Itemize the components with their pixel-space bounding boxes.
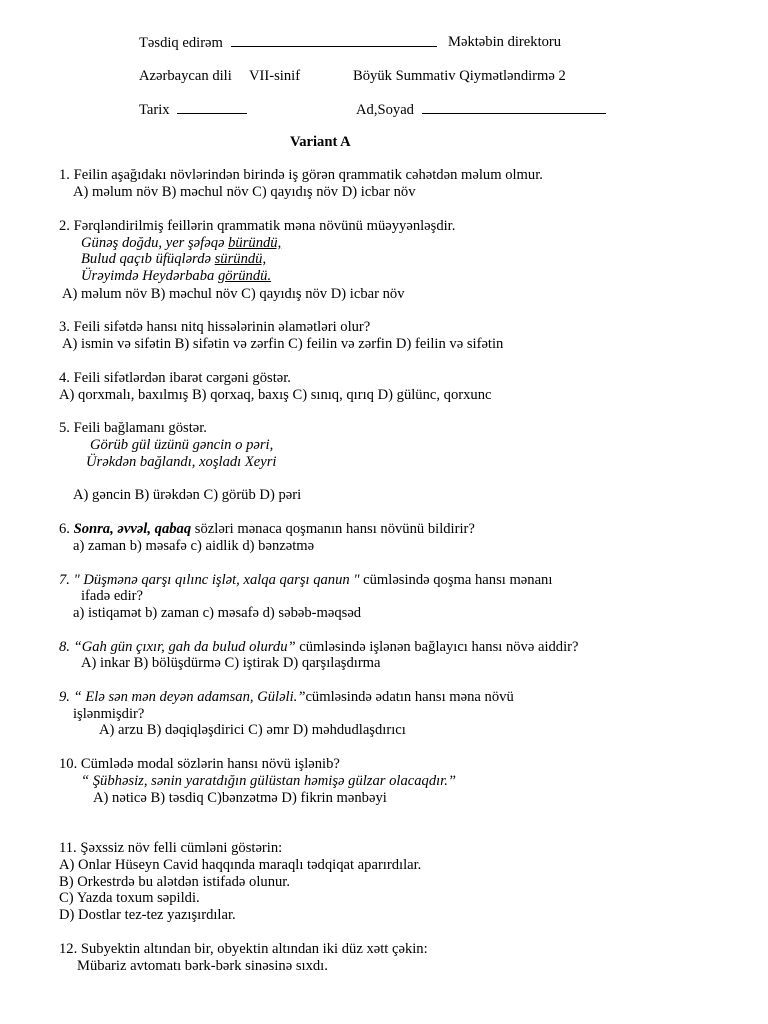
q10-stem: 10. Cümlədə modal sözlərin hansı növü işlənib? — [59, 756, 340, 772]
poem-text: Ürəyimdə Heydərbaba — [81, 268, 218, 284]
q3-options: A) ismin və sifətin B) sifətin və zərfin C) feilin və zərfin D) feilin və sifətin — [62, 336, 504, 352]
variant-title: Variant A — [290, 134, 351, 150]
director-label: Məktəbin direktoru — [448, 34, 562, 50]
q10-options: A) nəticə B) təsdiq C)bənzətmə D) fikrin mənbəyi — [93, 790, 387, 806]
approval-line — [139, 34, 437, 52]
q4-stem: 4. Feili sifətlərdən ibarət cərgəni göstər. — [59, 370, 291, 386]
q2-options: A) məlum növ B) məchul növ C) qayıdış növ D) icbar növ — [62, 286, 405, 302]
q3-stem: 3. Feili sifətdə hansı nitq hissələrinin əlamətləri olur? — [59, 319, 371, 335]
highlighted-verb: büründü, — [228, 235, 282, 251]
signature-blank — [231, 34, 437, 47]
poem-text: Günəş doğdu, yer şəfəqə — [81, 235, 229, 251]
quoted-sentence: “ Şübhəsiz, sənin yaratdığın gülüstan həmişə gülzar olacaqdır.” — [81, 773, 456, 789]
q5-poem-line — [86, 454, 277, 471]
assessment-label: Böyük Summativ Qiymətləndirmə 2 — [353, 68, 566, 84]
q2-poem-line — [81, 268, 271, 285]
q11-stem: 11. Şəxssiz növ felli cümləni göstərin: — [59, 840, 283, 856]
q5-options: A) gəncin B) ürəkdən C) görüb D) pəri — [73, 487, 302, 503]
name-line — [356, 101, 606, 119]
quoted-sentence: 9. “ Elə sən mən deyən adamsan, Güləli.” — [59, 689, 306, 705]
poem-text: Ürəkdən bağlandı, xoşladı Xeyri — [86, 454, 277, 470]
q7-options: a) istiqamət b) zaman c) məsafə d) səbəb-məqsəd — [73, 605, 362, 621]
stem-text: cümləsində qoşma hansı mənanı — [359, 572, 553, 588]
highlighted-verb: göründü. — [217, 268, 272, 284]
q7-stem — [59, 572, 552, 589]
poem-text: Görüb gül üzünü gəncin o pəri, — [90, 437, 274, 453]
name-blank — [422, 101, 606, 114]
q12-stem: 12. Subyektin altından bir, obyektin altından iki düz xətt çəkin: — [59, 941, 428, 957]
q5-poem-line — [90, 437, 273, 454]
q2-stem: 2. Fərqləndirilmiş feillərin qrammatik məna növünü müəyyənləşdir. — [59, 218, 456, 234]
q12-sentence: Mübariz avtomatı bərk-bərk sinəsinə sıxdı. — [77, 958, 328, 974]
q1-stem: 1. Feilin aşağıdakı növlərindən birində iş görən qrammatik cəhətdən məlum olmur. — [59, 167, 543, 183]
q10-quote — [81, 773, 456, 790]
q11-option: D) Dostlar tez-tez yazışırdılar. — [59, 907, 236, 923]
grade-label: VII-sinif — [249, 68, 301, 84]
poem-text: Bulud qaçıb üfüqlərdə — [81, 251, 215, 267]
q7-stem-cont: ifadə edir? — [81, 588, 143, 604]
highlighted-verb: süründü, — [214, 251, 267, 267]
stem-text: cümləsində ədatın hansı məna növü — [305, 689, 514, 705]
q2-poem-line — [81, 251, 266, 268]
q5-stem: 5. Feili bağlamanı göstər. — [59, 420, 207, 436]
emphasized-words: Sonra, əvvəl, qabaq — [73, 521, 192, 537]
q6-stem — [59, 521, 475, 538]
approve-label: Təsdiq edirəm — [139, 35, 223, 51]
q4-options: A) qorxmalı, baxılmış B) qorxaq, baxış C) sınıq, qırıq D) gülünc, qorxunc — [59, 387, 492, 403]
q9-stem-cont: işlənmişdir? — [73, 706, 145, 722]
q9-options: A) arzu B) dəqiqləşdirici C) əmr D) məhdudlaşdırıcı — [99, 722, 406, 738]
q11-option: A) Onlar Hüseyn Cavid haqqında maraqlı tədqiqat aparırdılar. — [59, 857, 422, 873]
q11-option: B) Orkestrdə bu alətdən istifadə olunur. — [59, 874, 291, 890]
q6-options: a) zaman b) məsafə c) aidlik d) bənzətmə — [73, 538, 315, 554]
q2-poem-line — [81, 235, 281, 252]
stem-text: cümləsində işlənən bağlayıcı hansı növə aiddir? — [295, 639, 579, 655]
q9-stem — [59, 689, 514, 706]
subject-label: Azərbaycan dili — [139, 68, 232, 84]
quoted-sentence: 8. “Gah gün çıxır, gah da bulud olurdu” — [59, 639, 296, 655]
q1-options: A) məlum növ B) məchul növ C) qayıdış növ D) icbar növ — [73, 184, 416, 200]
name-label: Ad,Soyad — [356, 102, 414, 118]
date-label: Tarix — [139, 102, 170, 118]
q8-stem — [59, 639, 579, 656]
quoted-sentence: 7. " Düşmənə qarşı qılınc işlət, xalqa qarşı qanun " — [59, 572, 360, 588]
q11-option: C) Yazda toxum səpildi. — [59, 890, 200, 906]
q8-options: A) inkar B) bölüşdürmə C) iştirak D) qarşılaşdırma — [81, 655, 381, 671]
date-blank — [177, 101, 247, 114]
date-line — [139, 101, 247, 119]
stem-text: sözləri mənaca qoşmanın hansı növünü bildirir? — [191, 521, 475, 537]
question-number: 6. — [59, 521, 74, 537]
